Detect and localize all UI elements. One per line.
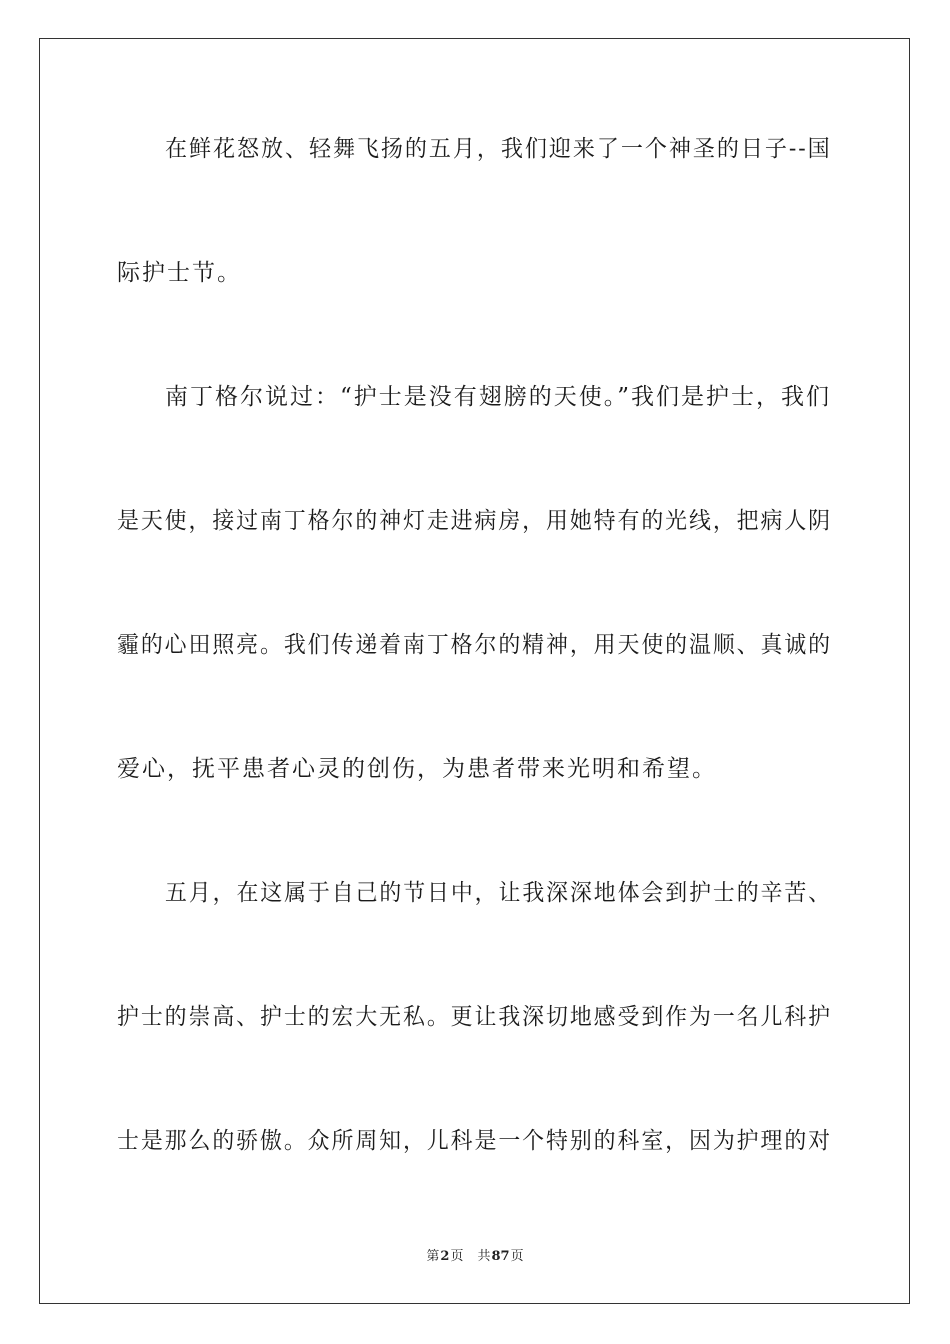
paragraph-3-line-2: 护士的崇高、护士的宏大无私。更让我深切地感受到作为一名儿科护 [117,1004,832,1030]
paragraph-2-line-3: 霾的心田照亮。我们传递着南丁格尔的精神，用天使的温顺、真诚的 [117,632,832,658]
paragraph-1-line-1: 在鲜花怒放、轻舞飞扬的五月，我们迎来了一个神圣的日子--国 [165,136,832,162]
paragraph-2-line-1: 南丁格尔说过：“护士是没有翅膀的天使。”我们是护士，我们 [165,384,832,410]
footer-total-prefix: 共 [477,1249,491,1264]
paragraph-1-line-2: 际护士节。 [117,260,242,286]
paragraph-3-line-3: 士是那么的骄傲。众所周知，儿科是一个特别的科室，因为护理的对 [117,1128,832,1154]
paragraph-3-line-1: 五月，在这属于自己的节日中，让我深深地体会到护士的辛苦、 [165,880,832,906]
footer-page-suffix: 页 [450,1249,464,1264]
paragraph-2-line-2: 是天使，接过南丁格尔的神灯走进病房，用她特有的光线，把病人阴 [117,508,832,534]
paragraph-2-line-4: 爱心，抚平患者心灵的创伤，为患者带来光明和希望。 [117,756,717,782]
footer-total-suffix: 页 [510,1249,524,1264]
footer-page-prefix: 第 [426,1249,440,1264]
footer-total-pages: 87 [491,1249,510,1264]
footer-page-number: 2 [440,1249,450,1264]
page-frame [39,38,910,1304]
page-footer [0,1248,950,1266]
